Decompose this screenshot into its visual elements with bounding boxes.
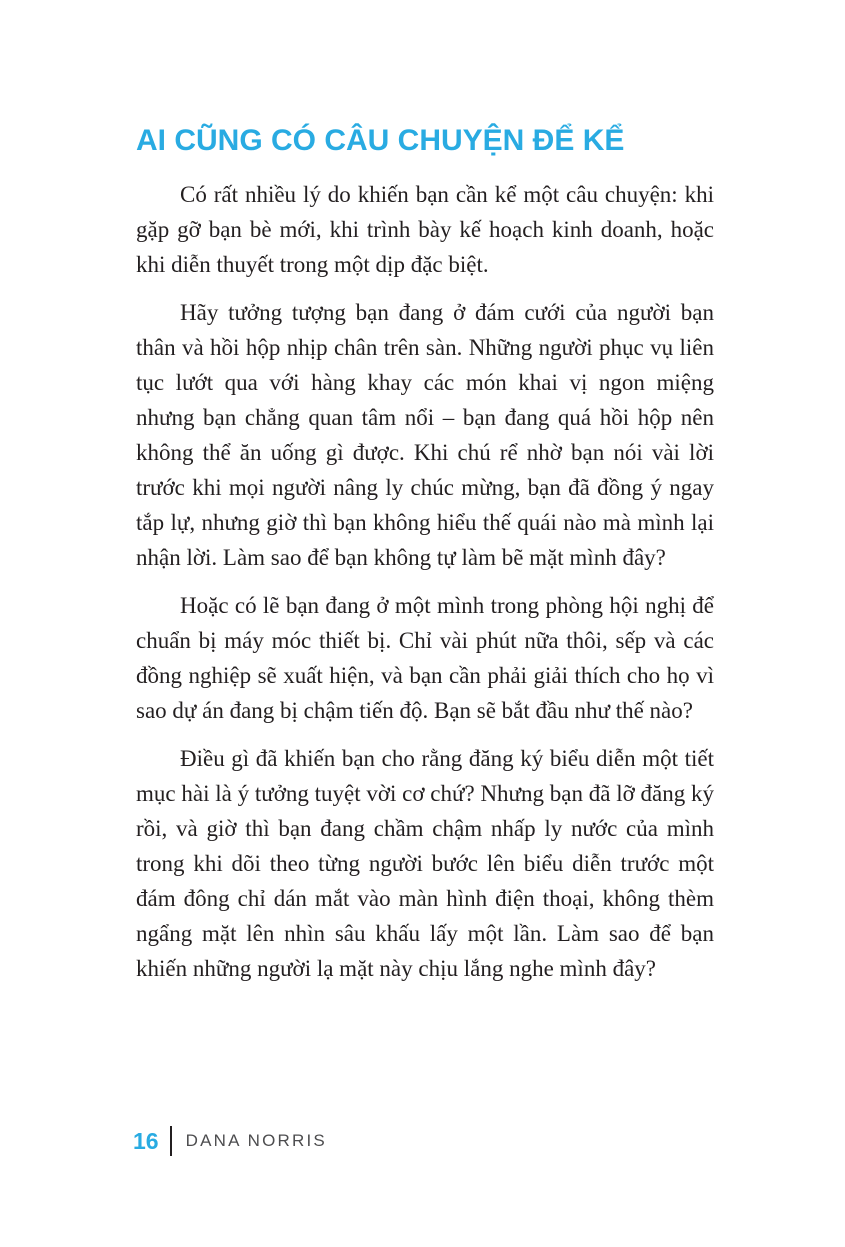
footer-divider <box>170 1126 172 1156</box>
body-paragraph: Có rất nhiều lý do khiến bạn cần kể một câu chuyện: khi gặp gỡ bạn bè mới, khi trình bày kế hoạch kinh doanh, hoặc khi diễn thuyết trong một dịp đặc biệt. <box>136 182 714 277</box>
body-paragraph: Điều gì đã khiến bạn cho rằng đăng ký biểu diễn một tiết mục hài là ý tưởng tuyệt vời cơ chứ? Nhưng bạn đã lỡ đăng ký rồi, và giờ thì bạn đang chầm chậm nhấp ly nước của mình trong khi dõi theo từng người bước lên biểu diễn trước một đám đông chỉ dán mắt vào màn hình điện thoại, không thèm ngẩng mặt lên nhìn sâu khấu lấy một lần. Làm sao để bạn khiến những người lạ mặt này chịu lắng nghe mình đây? <box>136 746 714 981</box>
chapter-title: AI CŨNG CÓ CÂU CHUYỆN ĐỂ KỂ <box>136 124 625 157</box>
body-paragraph: Hoặc có lẽ bạn đang ở một mình trong phòng hội nghị để chuẩn bị máy móc thiết bị. Chỉ vài phút nữa thôi, sếp và các đồng nghiệp sẽ xuất hiện, và bạn cần phải giải thích cho họ vì sao dự án đang bị chậm tiến độ. Bạn sẽ bắt đầu như thế nào? <box>136 593 714 723</box>
page-number: 16 <box>133 1127 159 1154</box>
author-name: DANA NORRIS <box>185 1131 327 1150</box>
body-text <box>136 177 714 986</box>
page-footer <box>133 1126 327 1156</box>
page-content <box>136 122 714 999</box>
body-paragraph: Hãy tưởng tượng bạn đang ở đám cưới của người bạn thân và hồi hộp nhịp chân trên sàn. Những người phục vụ liên tục lướt qua với hàng khay các món khai vị ngon miệng nhưng bạn chẳng quan tâm nổi – bạn đang quá hồi hộp nên không thể ăn uống gì được. Khi chú rể nhờ bạn nói vài lời trước khi mọi người nâng ly chúc mừng, bạn đã đồng ý ngay tắp lự, nhưng giờ thì bạn không hiểu thế quái nào mà mình lại nhận lời. Làm sao để bạn không tự làm bẽ mặt mình đây? <box>136 300 714 570</box>
